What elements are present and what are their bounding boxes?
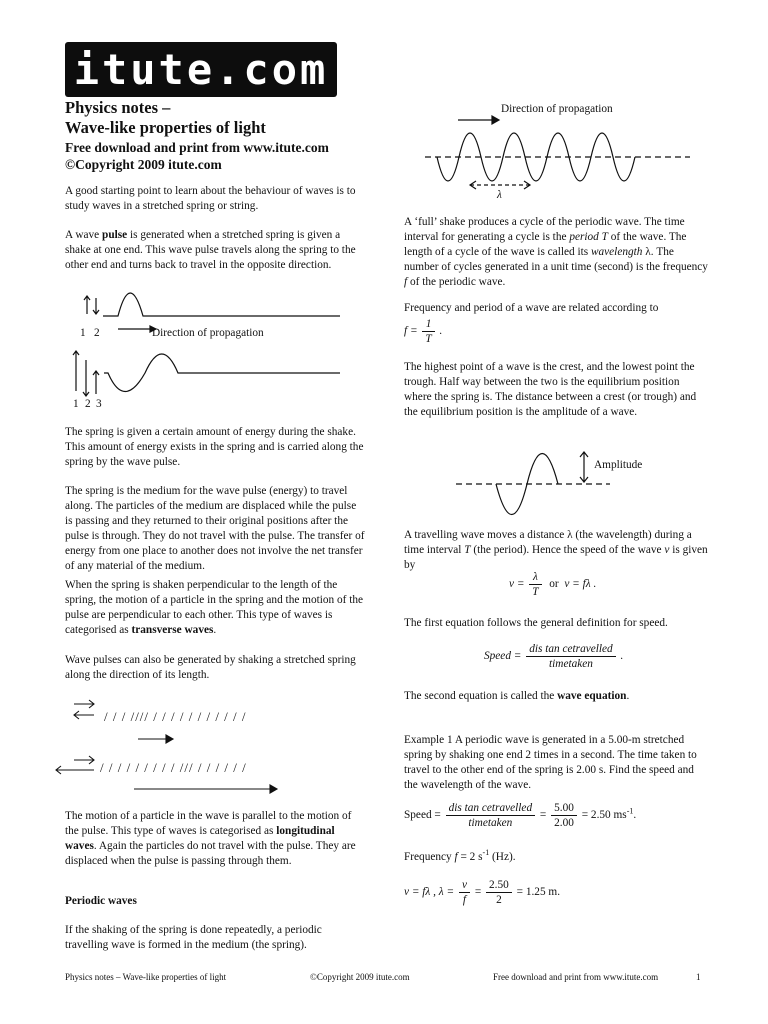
fig1-direction-label: Direction of propagation [152, 327, 264, 339]
fig2-label-1: 1 [73, 398, 79, 410]
paragraph-travelling-wave: A travelling wave moves a distance λ (the wavelength) during a time interval T (the period). Hence the speed of the wave v is given by [404, 529, 708, 571]
page-number: 1 [696, 972, 701, 982]
amplitude-label: Amplitude [594, 459, 643, 471]
heading-periodic-waves: Periodic waves [65, 895, 137, 907]
equation-example-frequency: Frequency f = 2 $s^{-1}$ (Hz). [404, 848, 516, 863]
download-line: Free download and print from www.itute.com [65, 140, 329, 155]
fig2-label-2: 2 [85, 398, 91, 410]
footer-left: Physics notes – Wave-like properties of light [65, 972, 227, 982]
paragraph-medium: The spring is the medium for the wave pulse (energy) to travel along. The particles of the medium are displaced while the pulse is passing and they returned to their original positions after the pulse is through. They do not travel with the pulse. The transfer of energy from one place to another does not involve the net transfer of any material of the medium. [65, 485, 365, 572]
paragraph-intro: A good starting point to learn about the behaviour of waves is to study waves in a stretched spring or string. [65, 185, 356, 212]
equation-example-wavelength: v = fλ , λ = $\frac{v}{f}$ = $\frac{2.50}{2}$ = 1.25 m. [404, 879, 561, 906]
paragraph-speed-definition: The first equation follows the general definition for speed. [404, 617, 668, 629]
title-line-1: Physics notes – [65, 98, 171, 117]
spring-row-1: / / / //// / / / / / / / / / / / [104, 709, 247, 724]
paragraph-transverse: When the spring is shaken perpendicular to the length of the spring, the motion of a particle in the spring and the motion of the pulse are perpendicular to each other. This type of waves is categorised as transverse waves. [65, 579, 364, 636]
equation-speed-of-wave: v = $\frac{\lambda}{T}$ or v = fλ . [509, 571, 597, 598]
lambda-label: λ [497, 189, 502, 201]
term-pulse: pulse [102, 229, 128, 241]
paragraph-wave-equation: The second equation is called the wave equation. [404, 690, 630, 702]
equation-speed-definition: Speed = $\frac{\text{dis tan cetravelled}}{\text{timetaken}}$ . [484, 643, 624, 670]
fig1-label-2: 2 [94, 327, 100, 339]
equation-example-speed: Speed = $\frac{\text{dis tan cetravelled}}{\text{timetaken}}$ = $\frac{5.00}{2.00}$ = 2.50 $ms^{-1}$. [404, 802, 637, 829]
term-transverse: transverse waves [131, 624, 214, 636]
fig2-label-3: 3 [96, 398, 102, 410]
equation-f-equals-1-over-t: f = $\frac{1}{T}$ . [404, 318, 443, 345]
paragraph-frequency-period: Frequency and period of a wave are related according to [404, 302, 659, 314]
footer-center: ©Copyright 2009 itute.com [310, 972, 410, 982]
paragraph-pulse: A wave pulse is generated when a stretched spring is given a shake at one end. This wave pulse travels along the spring to the other end and turns back to travel in the opposite direction. [65, 229, 356, 271]
spring-row-2: / / / / / / / / / /// / / / / / / [100, 760, 247, 775]
title-line-2: Wave-like properties of light [65, 118, 266, 137]
itute-logo: itute.com [65, 42, 337, 97]
copyright-line: ©Copyright 2009 itute.com [65, 157, 222, 172]
paragraph-energy: The spring is given a certain amount of energy during the shake. This amount of energy exists in the spring and is carried along the spring by the wave pulse. [65, 426, 364, 468]
fig1-label-1: 1 [80, 327, 86, 339]
paragraph-longitudinal: The motion of a particle in the wave is parallel to the motion of the pulse. This type of waves is categorised as longitudinal waves. Again the particles do not travel with the pulse. They are displaced when the pulse is passing through them. [65, 810, 356, 867]
term-longitudinal: longitudinal waves [65, 825, 335, 852]
footer-right: Free download and print from www.itute.com [493, 972, 659, 982]
paragraph-periodic: If the shaking of the spring is done repeatedly, a periodic travelling wave is formed in the medium (the spring). [65, 924, 322, 951]
term-wave-equation: wave equation [557, 690, 627, 702]
paragraph-period-wavelength: A ‘full’ shake produces a cycle of the periodic wave. The time interval for generating a cycle is the period T of the wave. The length of a cycle of the wave is called its wavelength λ. The number of cycles generated in a unit time (second) is the frequency f of the periodic wave. [404, 216, 708, 288]
paragraph-longitudinal-intro: Wave pulses can also be generated by shaking a stretched spring along the direction of its length. [65, 654, 356, 681]
fig-wave-direction-label: Direction of propagation [501, 103, 613, 115]
paragraph-crest-trough: The highest point of a wave is the crest, and the lowest point the trough. Half way between the two is the equilibrium position where the spring is. The distance between a crest (or trough) and the equilibrium position is the amplitude of a wave. [404, 361, 697, 418]
paragraph-example-1: Example 1 A periodic wave is generated in a 5.00-m stretched spring by shaking one end 2 times in a second. The time taken to travel to the other end of the spring is 2.00 s. Find the speed and the wavelength of the wave. [404, 734, 697, 791]
